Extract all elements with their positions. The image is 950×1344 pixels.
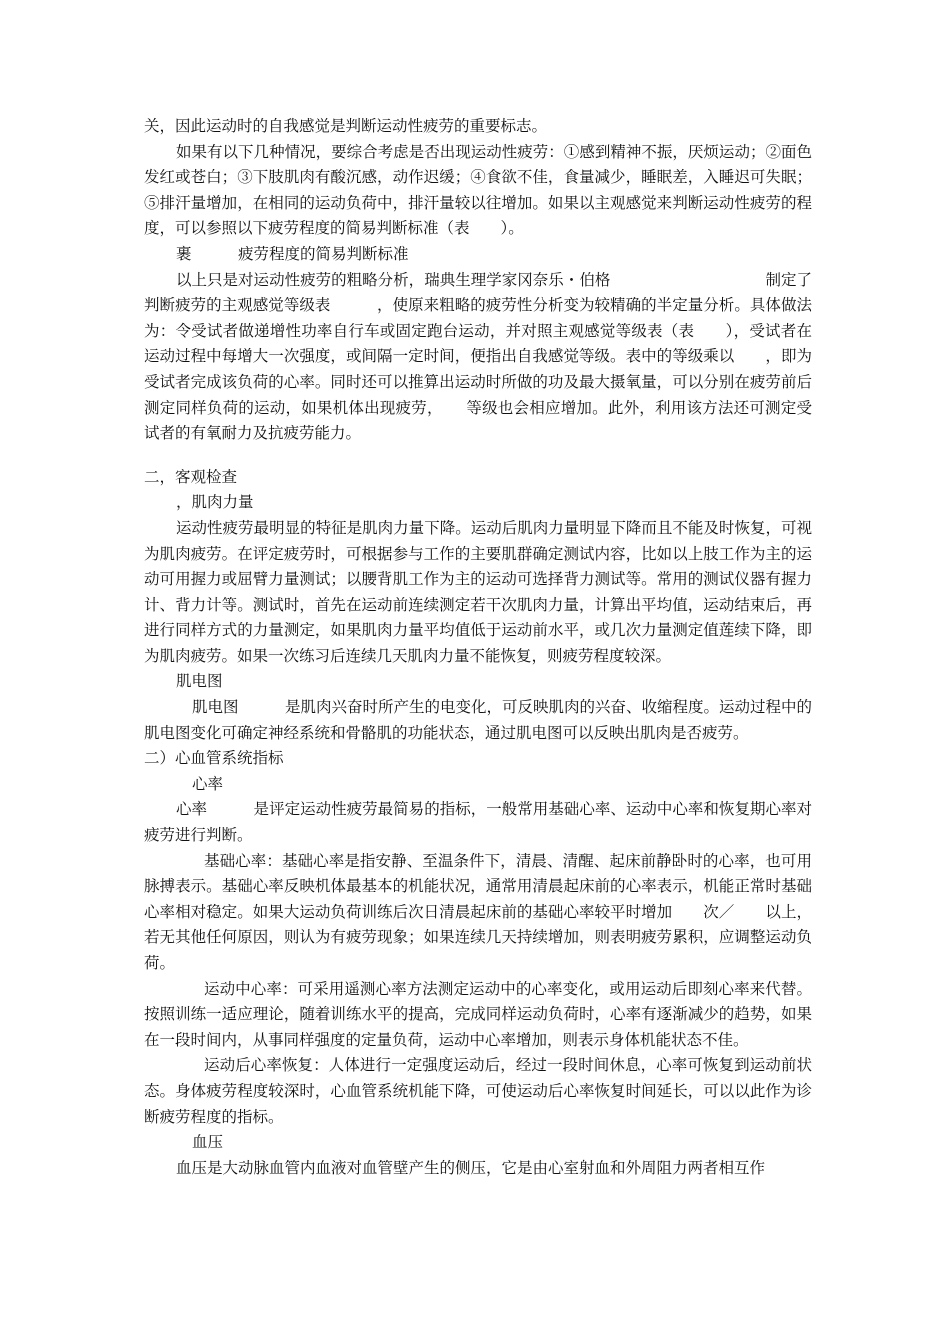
paragraph-blood-pressure: 血压是大动脉血管内血液对血管壁产生的侧压，它是由心室射血和外周阻力两者相互作 [176,1158,766,1177]
heading-muscle-strength: ，肌肉力量 [176,493,254,512]
heading-cardiovascular: 二）心血管系统指标 [144,749,284,768]
paragraph-heart-rate-recovery: 运动后心率恢复：人体进行一定强度运动后，经过一段时间休息，心率可恢复到运动前状态。身体疲劳程度较深时，心血管系统机能下降，可使运动后心率恢复时间延长，可以以此作为诊断疲劳程度的指标。 [144,1056,812,1126]
paragraph-borg-scale: 以上只是对运动性疲劳的粗略分析，瑞典生理学家冈奈乐・伯格 制定了判断疲劳的主观感觉等级表 ，使原来粗略的疲劳性分析变为较精确的半定量分析。具体做法为：令受试者做递增性功率自行车或固定跑台运动，并对照主观感觉等级表（表 ），受试者在运动过程中每增大一次强度，或间隔一定时间，便指出自我感觉等级。表中的等级乘以 ，即为受试者完成该负荷的心率。同时还可以推算出运动时所做的功及最大摄氧量，可以分别在疲劳前后测定同样负荷的运动，如果机体出现疲劳， 等级也会相应增加。此外，利用该方法还可测定受试者的有氧耐力及抗疲劳能力。 [144,270,812,443]
paragraph-emg: 肌电图 是肌肉兴奋时所产生的电变化，可反映肌肉的兴奋、收缩程度。运动过程中的肌电图变化可确定神经系统和骨骼肌的功能状态，通过肌电图可以反映出肌肉是否疲劳。 [144,698,813,742]
document-page [144,114,812,1181]
paragraph-exercise-heart-rate: 运动中心率：可采用遥测心率方法测定运动中的心率变化，或用运动后即刻心率来代替。按照训练一适应理论，随着训练水平的提高，完成同样运动负荷时，心率有逐渐减少的趋势，如果在一段时间内，从事同样强度的定量负荷，运动中心率增加，则表示身体机能状态不佳。 [144,979,812,1049]
paragraph-intro-end: 关，因此运动时的自我感觉是判断运动性疲劳的重要标志。 [144,117,548,135]
paragraph-heart-rate: 心率 是评定运动性疲劳最简易的指标，一般常用基础心率、运动中心率和恢复期心率对疲劳进行判断。 [144,800,812,845]
paragraph-fatigue-signs: 如果有以下几种情况，要综合考虑是否出现运动性疲劳：①感到精神不振，厌烦运动；②面色发红或苍白；③下肢肌肉有酸沉感，动作迟缓；④食欲不佳，食量减少，睡眠差，入睡迟可失眠；⑤排汗量增加，在相同的运动负荷中，排汗量较以往增加。如果以主观感觉来判断运动性疲劳的程度，可以参照以下疲劳程度的简易判断标准（表 ）。 [144,142,812,238]
heading-emg: 肌电图 [176,672,223,691]
paragraph-muscle-strength: 运动性疲劳最明显的特征是肌肉力量下降。运动后肌肉力量明显下降而且不能及时恢复，可视为肌肉疲劳。在评定疲劳时，可根据参与工作的主要肌群确定测试内容，比如以上肢工作为主的运动可用握力或屈臂力量测试；以腰背肌工作为主的运动可选择背力测试等。常用的测试仪器有握力计、背力计等。测试时，首先在运动前连续测定若干次肌肉力量，计算出平均值，运动结束后，再进行同样方式的力量测定，如果肌肉力量平均值低于运动前水平，或几次力量测定值莲续下降，即为肌肉疲劳。如果一次练习后连续几天肌肉力量不能恢复，则疲劳程度较深。 [144,518,812,665]
heading-heart-rate: 心率 [192,774,224,793]
paragraph-basal-heart-rate: 基础心率：基础心率是指安静、至温条件下，清晨、清醒、起床前静卧时的心率，也可用脉搏表示。基础心率反映机体最基本的机能状况，通常用清晨起床前的心率表示，机能正常时基础心率相对稳定。如果大运动负荷训练后次日清晨起床前的基础心率较平时增加 次／ 以上，若无其他任何原因，则认为有疲劳现象；如果连续几天持续增加，则表明疲劳累积，应调整运动负荷。 [144,851,812,972]
heading-objective-exam: 二，客观检查 [144,467,238,486]
section-spacer [144,447,812,465]
table-caption: 裹 疲劳程度的简易判断标准 [176,244,409,263]
heading-blood-pressure: 血压 [192,1133,224,1152]
